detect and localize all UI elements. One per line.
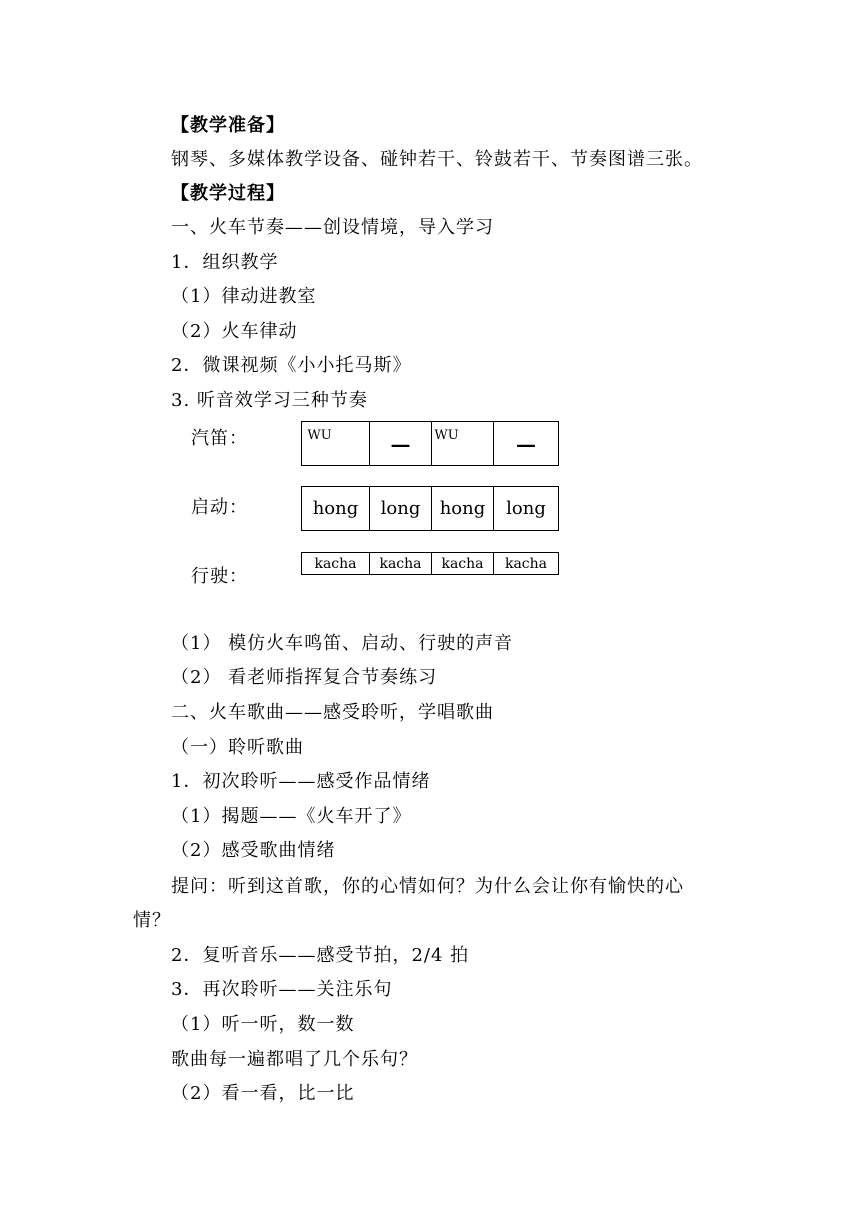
item-repeat-listen: 2．复听音乐——感受节拍，2/4 拍 (171, 945, 470, 966)
item-third-listen: 3．再次聆听——关注乐句 (171, 979, 393, 1000)
drive-rhythm-table (301, 552, 559, 575)
drive-label: 行驶： (191, 566, 248, 587)
prep-text: 钢琴、多媒体教学设备、碰钟若干、铃鼓若干、节奏图谱三张。 (171, 149, 703, 170)
rhythm-cell: — (370, 422, 432, 466)
rhythm-cell: long (370, 487, 432, 531)
rhythm-cell: hong (432, 487, 494, 531)
item-feel-mood: （2）感受歌曲情绪 (171, 840, 336, 861)
start-label: 启动： (191, 497, 248, 518)
rhythm-cell: hong (302, 487, 370, 531)
rhythm-cell: WU (302, 422, 370, 466)
rhythm-cell: kacha (370, 553, 432, 575)
item-rhythm-enter: （1）律动进教室 (171, 286, 317, 307)
rhythm-cell: long (494, 487, 559, 531)
item-listen-count: （1）听一听，数一数 (171, 1014, 355, 1035)
item-reveal-title: （1）揭题——《火车开了》 (171, 806, 412, 827)
item-first-listen: 1．初次聆听——感受作品情绪 (171, 771, 431, 792)
item-organize: 1．组织教学 (171, 252, 279, 273)
rhythm-cell: kacha (302, 553, 370, 575)
part1-title: 一、火车节奏——创设情境，导入学习 (171, 217, 494, 238)
question-text-line2: 情？ (133, 910, 171, 931)
phrase-question: 歌曲每一遍都唱了几个乐句？ (171, 1049, 418, 1070)
process-heading: 【教学过程】 (171, 183, 285, 204)
question-text-line1: 提问：听到这首歌，你的心情如何？为什么会让你有愉快的心 (171, 876, 684, 897)
rhythm-cell: WU (432, 422, 494, 466)
whistle-rhythm-table (301, 421, 559, 466)
start-rhythm-table (301, 486, 559, 531)
prep-heading: 【教学准备】 (171, 115, 285, 136)
whistle-label: 汽笛： (191, 428, 248, 449)
item-micro-video: 2．微课视频《小小托马斯》 (171, 355, 412, 376)
item-conduct: （2） 看老师指挥复合节奏练习 (171, 667, 438, 688)
sub-listen-song: （一）聆听歌曲 (171, 737, 304, 758)
rhythm-cell: kacha (494, 553, 559, 575)
item-look-compare: （2）看一看，比一比 (171, 1083, 355, 1104)
rhythm-cell: — (494, 422, 559, 466)
part2-title: 二、火车歌曲——感受聆听，学唱歌曲 (171, 702, 494, 723)
item-imitate: （1） 模仿火车鸣笛、启动、行驶的声音 (171, 633, 514, 654)
item-train-rhythm: （2）火车律动 (171, 321, 298, 342)
rhythm-cell: kacha (432, 553, 494, 575)
item-sound-effects: 3. 听音效学习三种节奏 (171, 390, 368, 411)
